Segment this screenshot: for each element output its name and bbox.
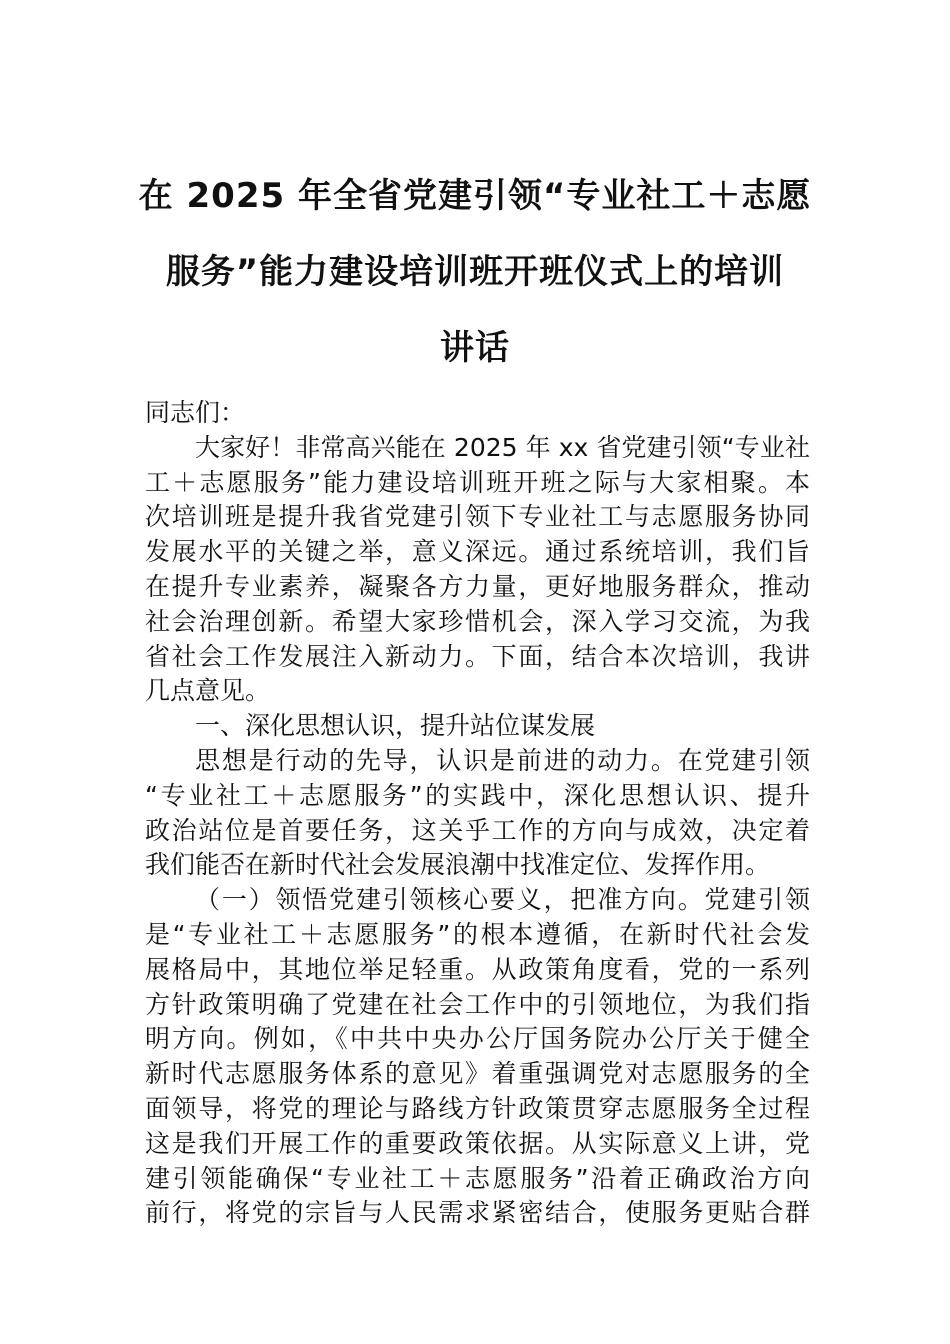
paragraph-line: 前行，将党的宗旨与人民需求紧密结合，使服务更贴合群 xyxy=(145,1198,810,1228)
salutation: 同志们： xyxy=(145,398,246,427)
paragraph-line: 几点意见。 xyxy=(145,676,271,706)
paragraph-line: 政治站位是首要任务，这关乎工作的方向与成效，决定着 xyxy=(145,815,810,845)
paragraph-line: 新时代志愿服务体系的意见》着重强调党对志愿服务的全 xyxy=(145,1059,810,1089)
paragraph-line: “专业社工＋志愿服务”的实践中，深化思想认识、提升 xyxy=(145,780,810,810)
paragraph-line: 大家好！非常高兴能在 2025 年 xx 省党建引领“专业社 xyxy=(195,432,810,462)
section-heading: 一、深化思想认识，提升站位谋发展 xyxy=(195,711,596,741)
document-title xyxy=(120,158,830,386)
paragraph-line: 社会治理创新。希望大家珍惜机会，深入学习交流，为我 xyxy=(145,606,810,636)
paragraph-line: 是“专业社工＋志愿服务”的根本遵循，在新时代社会发 xyxy=(145,919,810,949)
title-line: 在 2025 年全省党建引领“专业社工＋志愿 xyxy=(138,176,812,216)
paragraph-line: 这是我们开展工作的重要政策依据。从实际意义上讲，党 xyxy=(145,1128,810,1158)
paragraph-line: 工＋志愿服务”能力建设培训班开班之际与大家相聚。本 xyxy=(145,467,810,497)
paragraph-line: 方针政策明确了党建在社会工作中的引领地位，为我们指 xyxy=(145,989,810,1019)
title-line: 讲话 xyxy=(440,328,510,368)
paragraph-line: 我们能否在新时代社会发展浪潮中找准定位、发挥作用。 xyxy=(145,850,771,880)
paragraph-line: 思想是行动的先导，认识是前进的动力。在党建引领 xyxy=(195,745,810,775)
paragraph-line: 省社会工作发展注入新动力。下面，结合本次培训，我讲 xyxy=(145,641,810,671)
document-body xyxy=(145,396,810,1231)
paragraph-line: 次培训班是提升我省党建引领下专业社工与志愿服务协同 xyxy=(145,502,810,532)
subsection-line: （一）领悟党建引领核心要义，把准方向。党建引领 xyxy=(195,885,810,915)
paragraph-line: 明方向。例如，《中共中央办公厅国务院办公厅关于健全 xyxy=(145,1024,810,1054)
paragraph-line: 建引领能确保“专业社工＋志愿服务”沿着正确政治方向 xyxy=(145,1163,810,1193)
paragraph-line: 在提升专业素养，凝聚各方力量，更好地服务群众，推动 xyxy=(145,571,810,601)
paragraph-line: 发展水平的关键之举，意义深远。通过系统培训，我们旨 xyxy=(145,537,810,567)
paragraph-line: 面领导，将党的理论与路线方针政策贯穿志愿服务全过程 xyxy=(145,1093,810,1123)
title-line: 服务”能力建设培训班开班仪式上的培训 xyxy=(165,252,785,292)
paragraph-line: 展格局中，其地位举足轻重。从政策角度看，党的一系列 xyxy=(145,954,810,984)
